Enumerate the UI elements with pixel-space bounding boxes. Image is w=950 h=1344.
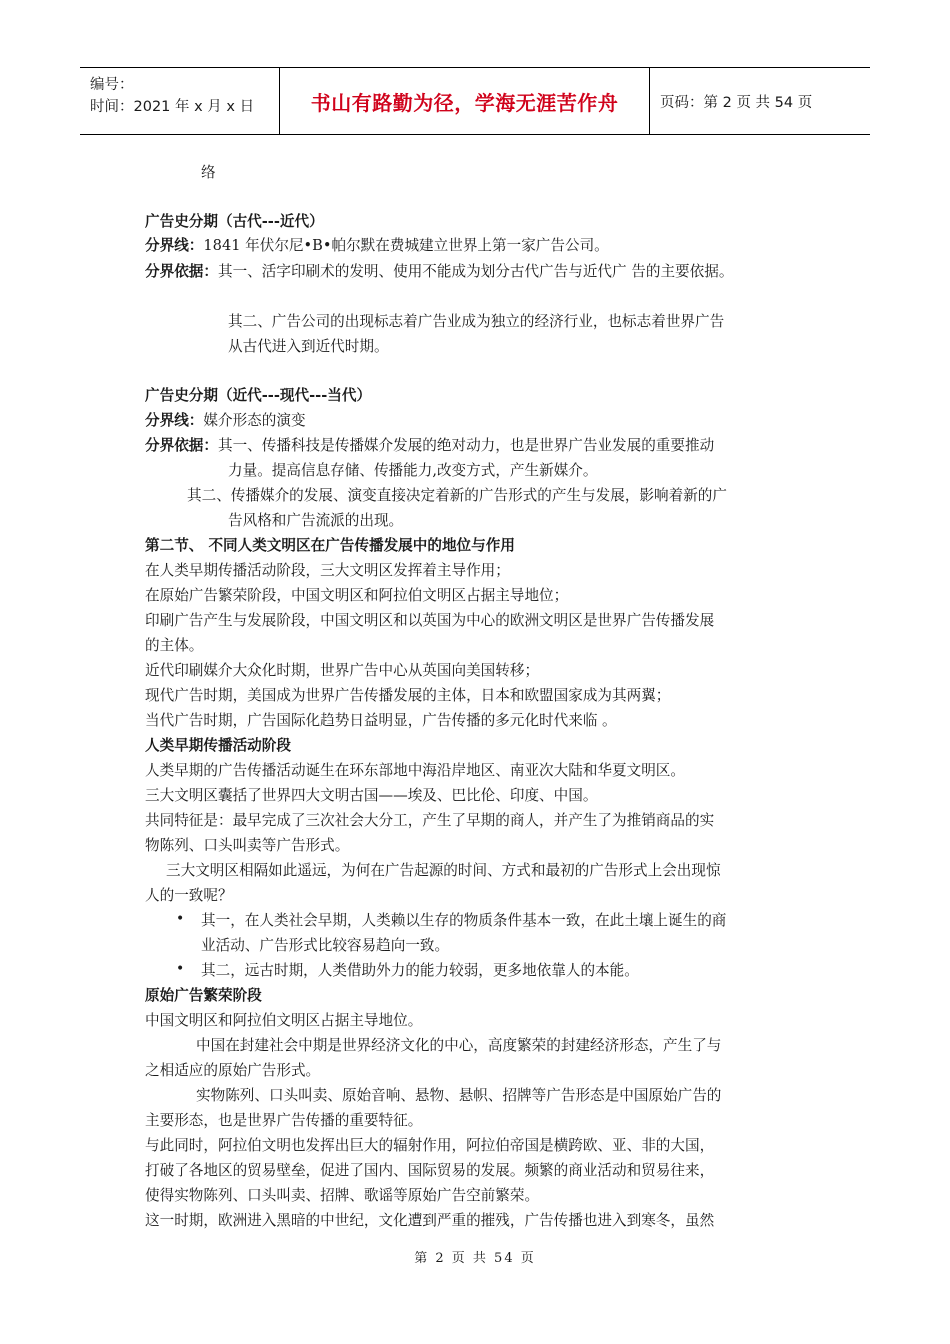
header-number-label: 编号： <box>90 77 134 93</box>
text-line: 打破了各地区的贸易壁垒，促进了国内、国际贸易的发展。频繁的商业活动和贸易往来， <box>145 1162 715 1179</box>
text-line: 之相适应的原始广告形式。 <box>145 1062 321 1079</box>
text-line: 共同特征是：最早完成了三次社会大分工，产生了早期的商人，并产生了为推销商品的实 <box>145 812 715 829</box>
text-line: 从古代进入到近代时期。 <box>228 338 389 355</box>
text-line: 的主体。 <box>145 637 204 654</box>
section-heading: 广告史分期（近代---现代---当代） <box>145 387 372 404</box>
text-line: 其一，在人类社会早期，人类赖以生存的物质条件基本一致，在此土壤上诞生的商 <box>201 912 727 929</box>
text-line: 实物陈列、口头叫卖、原始音响、悬物、悬帜、招牌等广告形态是中国原始广告的 <box>196 1087 722 1104</box>
text-line: 力量。提高信息存储、传播能力,改变方式，产生新媒介。 <box>228 462 598 479</box>
text-line: 络 <box>201 164 216 181</box>
text-line <box>145 411 306 431</box>
header-motto: 书山有路勤为径，学海无涯苦作舟 <box>310 90 619 115</box>
text-line: 其二，远古时期，人类借助外力的能力较弱，更多地依靠人的本能。 <box>201 962 639 979</box>
text-line: 中国文明区和阿拉伯文明区占据主导地位。 <box>145 1012 423 1029</box>
line-text: 其一、活字印刷术的发明、使用不能成为划分古代广告与近代广 告的主要依据。 <box>217 263 734 280</box>
text-line: 主要形态，也是世界广告传播的重要特征。 <box>145 1112 423 1129</box>
text-line: 近代印刷媒介大众化时期，世界广告中心从英国向美国转移； <box>145 662 540 679</box>
text-line <box>145 436 714 456</box>
text-line: 物陈列、口头叫卖等广告形式。 <box>145 837 350 854</box>
text-line: 人的一致呢？ <box>145 887 233 904</box>
line-label: 分界线： <box>145 412 204 429</box>
line-text: 1841 年伏尔尼•B•帕尔默在费城建立世界上第一家广告公司。 <box>203 237 609 254</box>
page-footer: 第 2 页 共 54 页 <box>414 1251 536 1266</box>
header-date: 时间：2021 年 x 月 x 日 <box>90 99 255 115</box>
text-line: 这一时期，欧洲进入黑暗的中世纪，文化遭到严重的摧残，广告传播也进入到寒冬，虽然 <box>145 1212 715 1229</box>
section-heading: 原始广告繁荣阶段 <box>145 987 262 1004</box>
page-header <box>80 67 870 135</box>
text-line: 三大文明区囊括了世界四大文明古国——埃及、巴比伦、印度、中国。 <box>145 787 598 804</box>
section-heading: 第二节、 不同人类文明区在广告传播发展中的地位与作用 <box>145 537 515 554</box>
text-line: 在人类早期传播活动阶段，三大文明区发挥着主导作用； <box>145 562 510 579</box>
header-page-cell <box>650 68 870 134</box>
header-page-info: 页码：第 2 页 共 54 页 <box>660 94 813 111</box>
bullet-icon: • <box>176 911 185 927</box>
text-line: 三大文明区相隔如此遥远，为何在广告起源的时间、方式和最初的广告形式上会出现惊 <box>166 862 721 879</box>
line-label: 分界依据： <box>145 263 218 280</box>
line-text: 媒介形态的演变 <box>203 412 306 429</box>
text-line: 其二、广告公司的出现标志着广告业成为独立的经济行业，也标志着世界广告 <box>228 313 725 330</box>
section-heading: 广告史分期（古代---近代） <box>145 213 324 230</box>
header-motto-cell <box>280 68 650 134</box>
text-line: 当代广告时期，广告国际化趋势日益明显，广告传播的多元化时代来临 。 <box>145 712 617 729</box>
text-line: 告风格和广告流派的出现。 <box>228 512 404 529</box>
line-label: 分界线： <box>145 237 204 254</box>
text-line: 其二、传播媒介的发展、演变直接决定着新的广告形式的产生与发展，影响着新的广 <box>187 487 727 504</box>
text-line <box>145 236 609 256</box>
line-label: 分界依据： <box>145 437 218 454</box>
text-line: 现代广告时期，美国成为世界广告传播发展的主体，日本和欧盟国家成为其两翼； <box>145 687 671 704</box>
text-line: 在原始广告繁荣阶段，中国文明区和阿拉伯文明区占据主导地位； <box>145 587 569 604</box>
line-text: 其一、传播科技是传播媒介发展的绝对动力，也是世界广告业发展的重要推动 <box>217 437 715 454</box>
text-line: 印刷广告产生与发展阶段，中国文明区和以英国为中心的欧洲文明区是世界广告传播发展 <box>145 612 715 629</box>
header-meta <box>80 68 280 134</box>
text-line: 使得实物陈列、口头叫卖、招牌、歌谣等原始广告空前繁荣。 <box>145 1187 540 1204</box>
bullet-icon: • <box>176 961 185 977</box>
text-line: 人类早期的广告传播活动诞生在环东部地中海沿岸地区、南亚次大陆和华夏文明区。 <box>145 762 685 779</box>
text-line: 业活动、广告形式比较容易趋向一致。 <box>201 937 450 954</box>
text-line <box>145 262 733 282</box>
text-line: 中国在封建社会中期是世界经济文化的中心，高度繁荣的封建经济形态，产生了与 <box>196 1037 722 1054</box>
section-heading: 人类早期传播活动阶段 <box>145 737 291 754</box>
text-line: 与此同时，阿拉伯文明也发挥出巨大的辐射作用，阿拉伯帝国是横跨欧、亚、非的大国， <box>145 1137 715 1154</box>
